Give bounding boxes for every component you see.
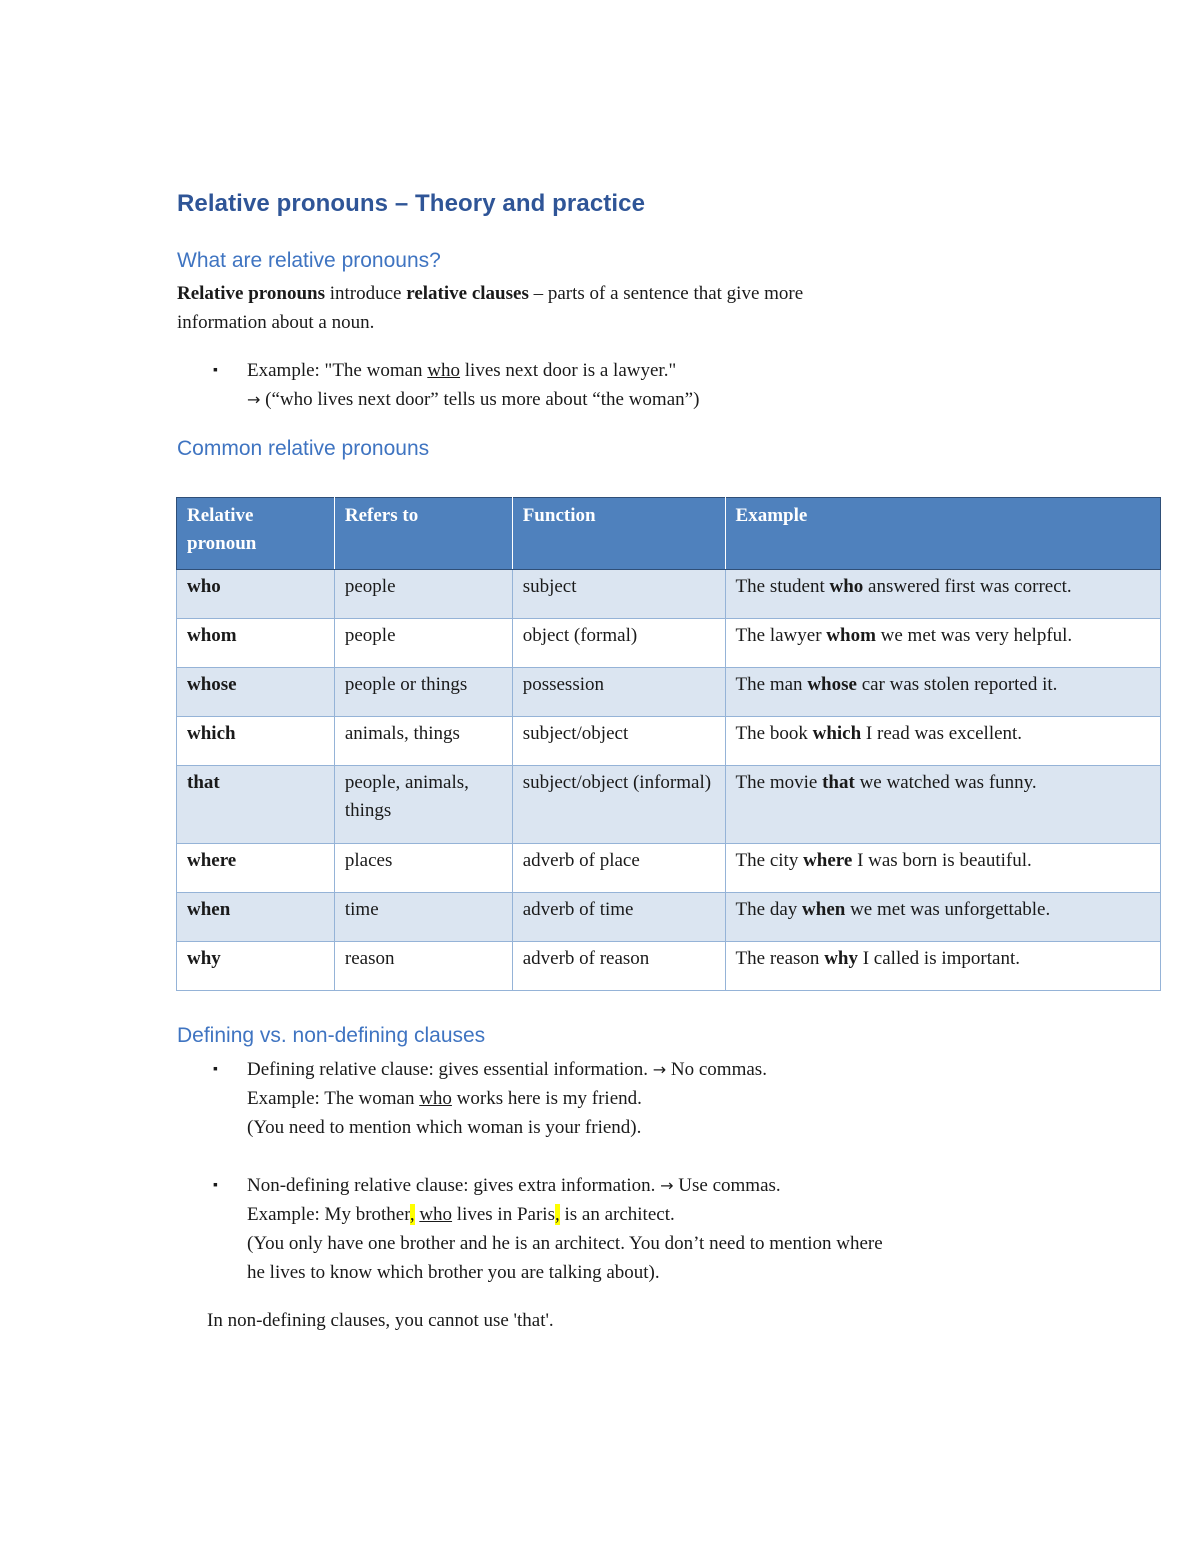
cell-refers: animals, things [334,717,512,766]
bullet-icon: ▪ [213,1178,218,1193]
example-pronoun: where [803,850,853,871]
nondefining-example-prefix: Example: My brother [247,1204,410,1225]
intro-text: introduce [324,283,407,304]
example-text: we watched was funny. [854,772,1037,793]
cell-example [725,893,1160,942]
defining-line-end: No commas. [666,1059,767,1080]
cell-pronoun: which [177,717,335,766]
cell-example [725,619,1160,668]
cell-refers: people [334,619,512,668]
table-row [177,766,1161,844]
intro-term-relative-pronouns: Relative pronouns [177,283,325,304]
cell-pronoun: why [177,942,335,991]
example-text: we met was unforgettable. [845,899,1051,920]
cell-example [725,942,1160,991]
nondefining-example-who: who [419,1204,453,1225]
cell-function: adverb of reason [512,942,725,991]
table-row [177,844,1161,893]
table-row [177,668,1161,717]
nondefining-example-mid: lives in Paris [452,1204,555,1225]
section-heading-what-are: What are relative pronouns? [177,249,441,272]
example-bullet [247,356,1067,414]
cell-pronoun: whose [177,668,335,717]
cell-refers: people or things [334,668,512,717]
column-header-refers: Refers to [334,498,512,570]
highlighted-comma: , [409,1204,415,1225]
example-text: answered first was correct. [863,576,1072,597]
example-text: I was born is beautiful. [852,850,1032,871]
cell-function: subject/object [512,717,725,766]
example-text: car was stolen reported it. [856,674,1058,695]
highlighted-comma: , [554,1204,560,1225]
example-pronoun: whom [826,625,876,646]
cell-function: object (formal) [512,619,725,668]
page-title: Relative pronouns – Theory and practice [177,190,646,217]
example-pronoun: that [822,772,855,793]
example-prefix: Example: "The woman [247,360,428,381]
section-heading-common: Common relative pronouns [177,437,430,460]
intro-paragraph [177,279,977,337]
cell-example [725,844,1160,893]
example-text: I read was excellent. [861,723,1023,744]
defining-line: Defining relative clause: gives essential information. [247,1059,653,1080]
cell-function: adverb of time [512,893,725,942]
example-text: The book [735,723,813,744]
example-text: I called is important. [857,948,1020,969]
closing-note: In non-defining clauses, you cannot use 'that'. [207,1310,554,1331]
cell-refers: places [334,844,512,893]
table-row [177,570,1161,619]
column-header-pronoun: Relative pronoun [177,498,335,570]
cell-pronoun: whom [177,619,335,668]
cell-function: possession [512,668,725,717]
cell-example [725,570,1160,619]
section-heading-defining: Defining vs. non-defining clauses [177,1024,486,1047]
example-pronoun: why [824,948,858,969]
cell-pronoun: when [177,893,335,942]
column-header-example: Example [725,498,1160,570]
table-row [177,893,1161,942]
example-explanation: (“who lives next door” tells us more about “the woman”) [260,389,700,410]
example-text: The man [735,674,808,695]
example-text: The lawyer [735,625,827,646]
table-row [177,619,1161,668]
cell-refers: reason [334,942,512,991]
table-header-row [177,498,1161,570]
example-text: The reason [735,948,825,969]
example-pronoun: whose [807,674,857,695]
example-pronoun: which [812,723,862,744]
cell-example [725,766,1160,844]
defining-example-suffix: works here is my friend. [451,1088,642,1109]
example-pronoun: when [802,899,846,920]
intro-term-relative-clauses: relative clauses [406,283,529,304]
cell-refers: time [334,893,512,942]
defining-example-who: who [419,1088,452,1109]
nondefining-bullet [247,1171,1067,1287]
example-text: we met was very helpful. [875,625,1073,646]
example-underlined-who: who [427,360,461,381]
arrow-icon: → [247,390,261,409]
nondefining-example-suffix: is an architect. [559,1204,675,1225]
cell-example [725,668,1160,717]
example-text: The city [735,850,804,871]
defining-bullet [247,1055,1067,1142]
bullet-icon: ▪ [213,363,218,378]
cell-pronoun: that [177,766,335,844]
cell-pronoun: where [177,844,335,893]
cell-function: subject/object (informal) [512,766,725,844]
cell-refers: people [334,570,512,619]
cell-refers: people, animals, things [334,766,512,844]
defining-example-prefix: Example: The woman [247,1088,420,1109]
nondefining-line-end: Use commas. [673,1175,781,1196]
example-text: The day [735,899,803,920]
table-row [177,942,1161,991]
arrow-icon: → [660,1176,674,1195]
cell-example [725,717,1160,766]
relative-pronouns-table [176,497,1161,991]
example-text: The movie [735,772,823,793]
example-suffix: lives next door is a lawyer." [460,360,677,381]
cell-pronoun: who [177,570,335,619]
example-pronoun: who [829,576,864,597]
nondefining-note-line2: he lives to know which brother you are talking about). [247,1262,660,1283]
intro-text-rest: – parts of a sentence that give more [528,283,804,304]
arrow-icon: → [652,1060,667,1079]
nondefining-line: Non-defining relative clause: gives extra information. [247,1175,661,1196]
cell-function: adverb of place [512,844,725,893]
column-header-function: Function [512,498,725,570]
bullet-icon: ▪ [213,1062,218,1077]
table-row [177,717,1161,766]
defining-note: (You need to mention which woman is your friend). [247,1117,642,1138]
cell-function: subject [512,570,725,619]
nondefining-note-line1: (You only have one brother and he is an architect. You don’t need to mention where [247,1233,883,1254]
example-text: The student [735,576,830,597]
intro-text-line2: information about a noun. [177,312,375,333]
